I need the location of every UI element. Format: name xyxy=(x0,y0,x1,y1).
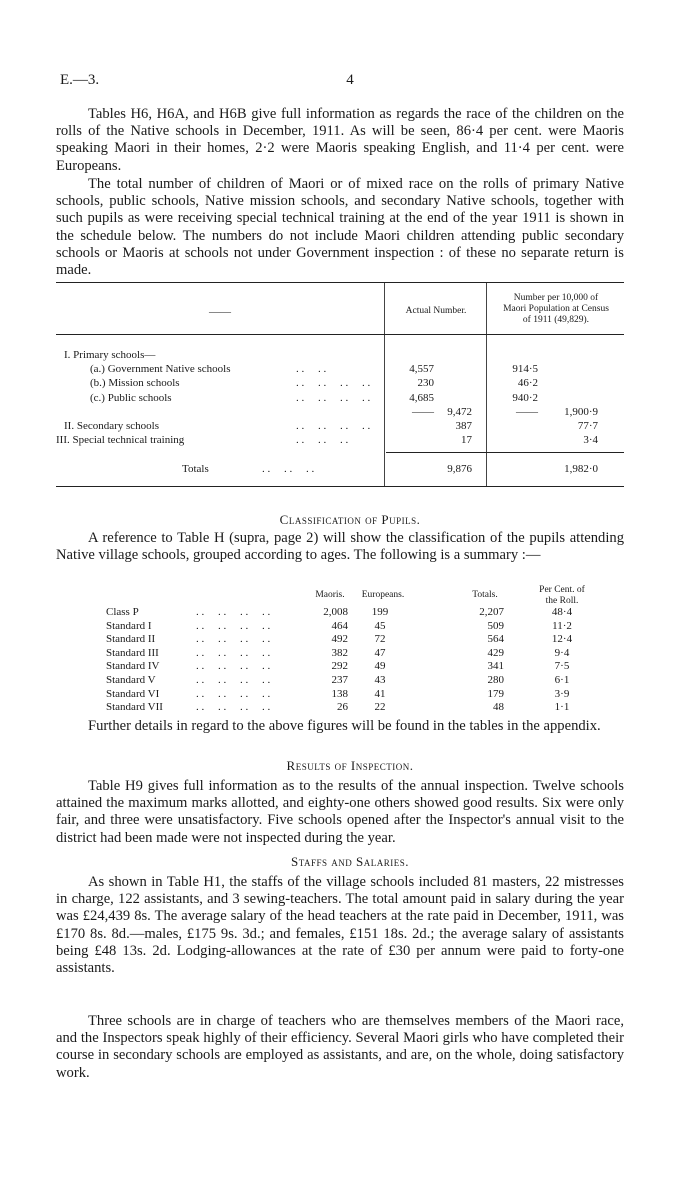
totals-rule xyxy=(386,452,624,453)
totals-per-10000: 1,982·0 xyxy=(564,463,598,475)
leader-dots: . . . . . . . . xyxy=(196,647,271,659)
europeans-count: 49 xyxy=(374,660,386,672)
staffs-paragraph-2: Three schools are in charge of teachers who are themselves members of the Maori race, and the Inspectors speak highly of their efficiency. Several Maori girls who have completed their course in secondary schools are employed as assistants, and are, on the whole, doing satisfactory work. xyxy=(56,1013,624,1081)
leader-dots: . . . . . . . . xyxy=(196,660,271,672)
row-label: (c.) Public schools xyxy=(90,392,172,404)
percent-of-roll: 9·4 xyxy=(554,647,570,659)
table-divider xyxy=(384,283,385,486)
leader-dots: . . . . . . . . xyxy=(196,674,271,686)
table-top-rule xyxy=(56,282,624,283)
class-label: Standard V xyxy=(106,674,156,686)
percent-of-roll: 3·9 xyxy=(554,688,570,700)
leader-dots: . . . . xyxy=(296,363,327,375)
actual-subtotal: 4,685 xyxy=(409,392,434,404)
europeans-count: 22 xyxy=(374,701,386,713)
maoris-count: 2,008 xyxy=(323,606,348,618)
europeans-count: 43 xyxy=(374,674,386,686)
europeans-count: 45 xyxy=(374,620,386,632)
leader-dots: . . . . . . . . xyxy=(196,633,271,645)
europeans-count: 47 xyxy=(374,647,386,659)
class-label: Class P xyxy=(106,606,139,618)
per-10000-total: 1,900·9 xyxy=(564,406,598,418)
maoris-count: 26 xyxy=(337,701,348,713)
row-label: (b.) Mission schools xyxy=(90,377,180,389)
totals-count: 179 xyxy=(487,688,504,700)
totals-count: 509 xyxy=(487,620,504,632)
header-per-10000-line1: Number per 10,000 of xyxy=(513,293,599,303)
page-number: 4 xyxy=(346,72,354,88)
leader-dots: . . . . . . . . xyxy=(196,620,271,632)
class-label: Standard VI xyxy=(106,688,160,700)
maoris-count: 492 xyxy=(331,633,348,645)
col-percent-line2: the Roll. xyxy=(545,596,579,606)
per-10000-total: 77·7 xyxy=(577,420,598,432)
class-label: Standard III xyxy=(106,647,159,659)
percent-of-roll: 7·5 xyxy=(554,660,570,672)
table-bottom-rule xyxy=(56,486,624,487)
col-maoris: Maoris. xyxy=(315,590,345,600)
col-percent-line1: Per Cent. of xyxy=(539,585,585,595)
leader-dots: . . . . . . . . xyxy=(196,688,271,700)
totals-label: Totals xyxy=(182,463,209,475)
europeans-count: 41 xyxy=(374,688,386,700)
document-reference: E.—3. xyxy=(60,72,100,88)
totals-count: 280 xyxy=(487,674,504,686)
per-10000-subtotal: —— xyxy=(516,406,538,418)
header-per-10000-line2: Maori Population at Census xyxy=(503,304,609,314)
percent-of-roll: 1·1 xyxy=(554,701,570,713)
classification-heading: Classification of Pupils. xyxy=(279,512,421,527)
actual-total: 17 xyxy=(461,434,472,446)
row-label: III. Special technical training xyxy=(56,434,185,446)
class-label: Standard IV xyxy=(106,660,160,672)
class-label: Standard I xyxy=(106,620,152,632)
percent-of-roll: 6·1 xyxy=(554,674,570,686)
totals-count: 429 xyxy=(487,647,504,659)
per-10000-subtotal: 914·5 xyxy=(512,363,538,375)
intro-paragraph-2: The total number of children of Maori or of mixed race on the rolls of primary Native schools, public schools, Native mission schools, and secondary Native schools, together with such pupils as were receiving special technical training at the end of the year 1911 is shown in the schedule below. The numbers do not include Maori children attending public secondary schools or Maoris at schools not under Government inspection : of these no separate return is made. xyxy=(56,176,624,279)
leader-dots: . . . . . . . . xyxy=(196,606,271,618)
further-details-paragraph: Further details in regard to the above figures will be found in the tables in the appendix. xyxy=(88,718,601,734)
leader-dots: . . . . . . . . xyxy=(196,701,271,713)
maoris-count: 292 xyxy=(331,660,348,672)
per-10000-total: 3·4 xyxy=(583,434,598,446)
staffs-paragraph-1: As shown in Table H1, the staffs of the village schools included 81 masters, 22 mistresses in charge, 122 assistants, and 3 sewing-teachers. The total amount paid in salary during the year was £24,439 8s. The average salary of the head teachers at the rate paid in December, 1911, was £170 8s. 8d.—males, £175 9s. 3d.; and females, £151 18s. 2d.; the average salary of assistants being £48 13s. 2d. Lodging-allowances at the rate of £30 per annum were paid to forty-one assistants. xyxy=(56,874,624,977)
per-10000-subtotal: 46·2 xyxy=(517,377,538,389)
row-label: (a.) Government Native schools xyxy=(90,363,231,375)
table-header-rule xyxy=(56,334,624,335)
table-divider xyxy=(486,283,487,486)
header-per-10000-line3: of 1911 (49,829). xyxy=(522,315,590,325)
percent-of-roll: 11·2 xyxy=(552,620,572,632)
totals-count: 48 xyxy=(493,701,504,713)
results-paragraph: Table H9 gives full information as to the results of the annual inspection. Twelve schools attained the maximum marks allotted, and eighty-one others showed good results. Six were only fair, and three were unsatisfactory. Five schools opened after the Inspector's annual visit to the district had been made were not inspected during the year. xyxy=(56,778,624,846)
class-label: Standard II xyxy=(106,633,156,645)
leader-dots: . . . . . . xyxy=(296,434,349,446)
actual-subtotal: 230 xyxy=(417,377,434,389)
leader-dots: . . . . . . . . xyxy=(296,392,371,404)
totals-count: 564 xyxy=(487,633,504,645)
leader-dots: . . . . . . xyxy=(262,463,315,475)
actual-total: 9,472 xyxy=(447,406,472,418)
header-actual-number: Actual Number. xyxy=(405,306,467,316)
maoris-count: 464 xyxy=(331,620,348,632)
europeans-count: 199 xyxy=(371,606,389,618)
europeans-count: 72 xyxy=(374,633,386,645)
actual-subtotal: 4,557 xyxy=(409,363,434,375)
leader-dots: . . . . . . . . xyxy=(296,377,371,389)
percent-of-roll: 48·4 xyxy=(551,606,573,618)
per-10000-subtotal: 940·2 xyxy=(512,392,538,404)
totals-actual: 9,876 xyxy=(447,463,472,475)
maoris-count: 138 xyxy=(331,688,348,700)
maoris-count: 382 xyxy=(331,647,348,659)
row-label: II. Secondary schools xyxy=(64,420,160,432)
col-europeans: Europeans. xyxy=(361,590,405,600)
classification-paragraph: A reference to Table H (supra, page 2) will show the classification of the pupils attending Native village schools, grouped according to ages. The following is a summary :— xyxy=(56,530,624,564)
percent-of-roll: 12·4 xyxy=(551,633,573,645)
maoris-count: 237 xyxy=(331,674,348,686)
actual-total: 387 xyxy=(455,420,472,432)
actual-subtotal: —— xyxy=(412,406,434,418)
leader-dots: . . . . . . . . xyxy=(296,420,371,432)
staffs-heading: Staffs and Salaries. xyxy=(290,854,409,869)
totals-count: 2,207 xyxy=(479,606,504,618)
col-totals: Totals. xyxy=(472,590,498,600)
totals-count: 341 xyxy=(487,660,504,672)
header-blank: —— xyxy=(209,306,231,318)
row-label: I. Primary schools— xyxy=(64,349,156,361)
results-heading: Results of Inspection. xyxy=(286,758,414,773)
class-label: Standard VII xyxy=(106,701,163,713)
intro-paragraph-1: Tables H6, H6A, and H6B give full information as regards the race of the children on the rolls of the Native schools in December, 1911. As will be seen, 86·4 per cent. were Maoris speaking Maori in their homes, 2·2 were Maoris speaking English, and 11·4 per cent. were Europeans. xyxy=(56,106,624,174)
